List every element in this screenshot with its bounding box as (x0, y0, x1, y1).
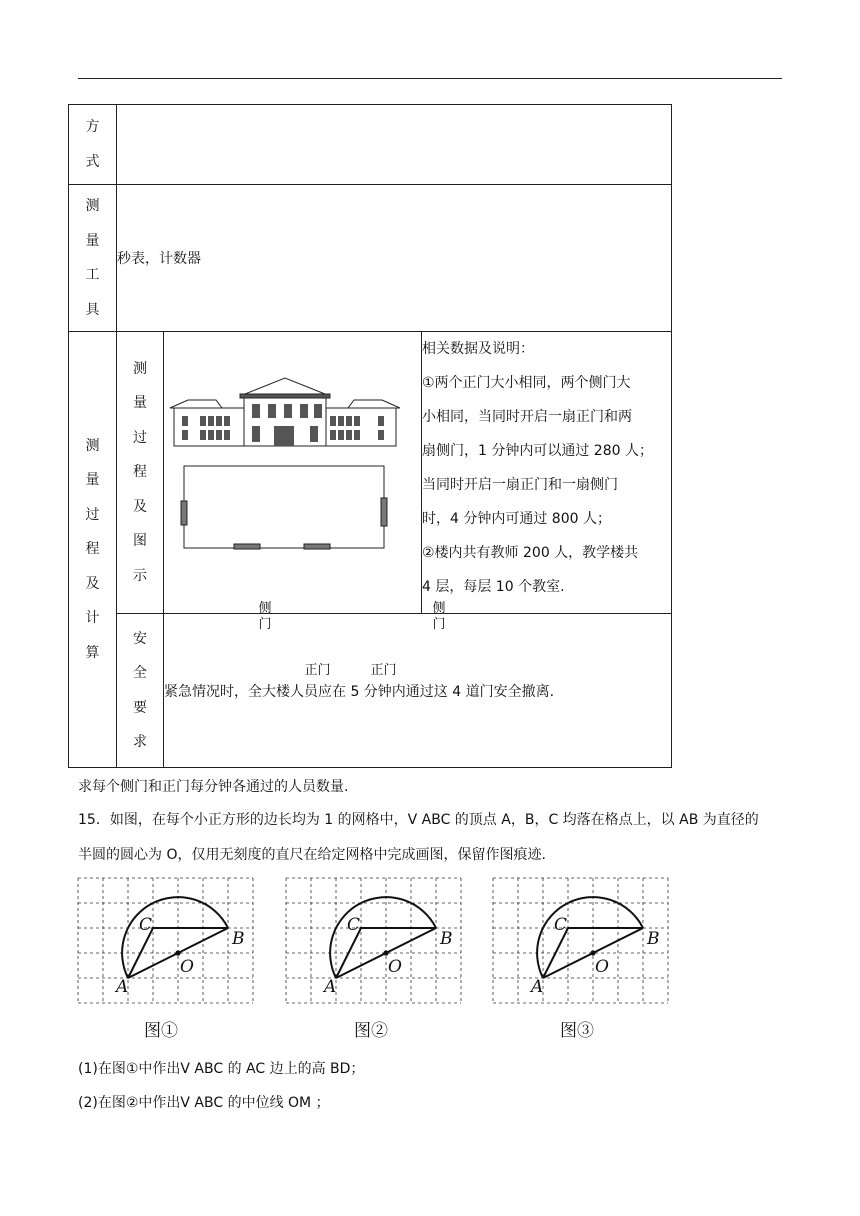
notes-line: ②楼内共有教师 200 人，教学楼共 (422, 545, 639, 561)
label-o: O (595, 957, 609, 977)
figure-3-caption: 图③ (560, 1021, 594, 1041)
figure-2-caption: 图② (354, 1021, 388, 1041)
label-o: O (180, 957, 194, 977)
label-a: A (116, 977, 129, 997)
label-c: C (554, 915, 568, 935)
semicircle (537, 897, 643, 978)
tools-label: 测 量 工 具 (69, 185, 117, 332)
semicircle (122, 897, 228, 978)
notes-cell (422, 332, 672, 614)
safety-label: 安 全 要 求 (117, 614, 164, 768)
part1-line: (1)在图①中作出V ABC 的 AC 边上的高 BD； (78, 1061, 365, 1077)
side-door-left-label: 侧门 (258, 600, 272, 632)
label-b: B (440, 929, 453, 949)
main-door-left-label: 正门 (304, 662, 331, 678)
part2-line: (2)在图②中作出V ABC 的中位线 OM ； (78, 1095, 330, 1111)
grid-figure-2 (286, 878, 461, 1003)
label-a: A (324, 977, 337, 997)
row-process (69, 332, 672, 614)
q15-line1: 15．如图，在每个小正方形的边长均为 1 的网格中，V ABC 的顶点 A，B，C 均落在格点上，以 AB 为直径的 (78, 812, 759, 828)
building-illustration-cell (164, 332, 446, 678)
label-a: A (531, 977, 544, 997)
label-c: C (139, 915, 153, 935)
notes-line: ①两个正门大小相同，两个侧门大 (422, 375, 631, 391)
question-line: 求每个侧门和正门每分钟各通过的人员数量. (78, 779, 349, 795)
notes-line: 当同时开启一扇正门和一扇侧门 (422, 477, 618, 493)
notes-line: 小相同，当同时开启一扇正门和两 (422, 409, 632, 425)
tools-value: 秒表，计数器 (117, 185, 672, 332)
survey-table (68, 104, 672, 768)
side-door-right-label: 侧门 (432, 600, 446, 632)
center-point-o (590, 950, 595, 955)
notes-line: 4 层，每层 10 个教室. (422, 579, 565, 595)
q15-line2: 半圆的圆心为 O，仅用无刻度的直尺在给定网格中完成画图，保留作图痕迹. (78, 847, 546, 863)
label-o: O (388, 957, 402, 977)
row-method (69, 105, 672, 185)
notes-line: 扇侧门，1 分钟内可以通过 280 人； (422, 443, 653, 459)
header-rule (78, 78, 782, 79)
grid-figures (0, 872, 860, 1012)
grid-figure-3 (493, 878, 668, 1003)
notes-line: 相关数据及说明： (422, 341, 534, 357)
label-b: B (232, 929, 245, 949)
process-section-label: 测 量 过 程 及 计 算 (69, 332, 117, 768)
label-b: B (647, 929, 660, 949)
process-label: 测 量 过 程 及 图 示 (117, 332, 164, 614)
notes-line: 时，4 分钟内可通过 800 人； (422, 511, 611, 527)
building-diagram (164, 336, 420, 606)
figure-1-caption: 图① (144, 1021, 178, 1041)
method-label: 方 式 (69, 105, 117, 185)
center-point-o (175, 950, 180, 955)
floor-plan (181, 466, 387, 549)
center-point-o (383, 950, 388, 955)
main-door-right-label: 正门 (370, 662, 397, 678)
row-safety (69, 614, 672, 768)
grid-figure-1 (78, 878, 253, 1003)
safety-text: 紧急情况时，全大楼人员应在 5 分钟内通过这 4 道门安全撤离. (164, 614, 672, 768)
row-tools (69, 185, 672, 332)
building-illustration (170, 378, 400, 446)
semicircle (330, 897, 436, 978)
method-value (117, 105, 672, 185)
label-c: C (347, 915, 361, 935)
